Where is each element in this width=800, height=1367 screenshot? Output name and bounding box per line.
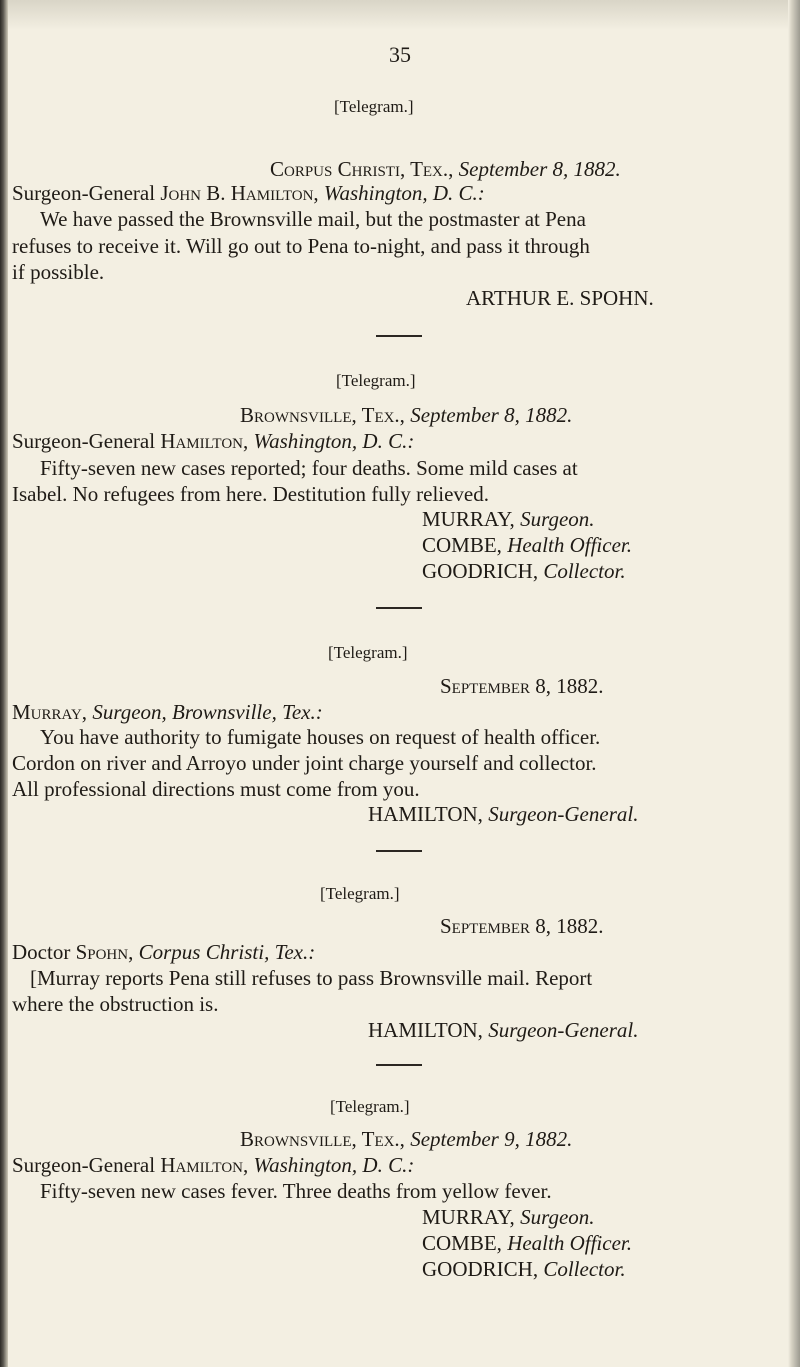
signature-title: Collector. (543, 1257, 626, 1281)
addressee-prefix: Doctor (12, 940, 71, 964)
telegram-signature (422, 1230, 632, 1256)
telegram-signature (422, 532, 632, 558)
addressee-name: John B. Hamilton, (160, 181, 319, 205)
addressee-location: Corpus Christi, Tex.: (138, 940, 316, 964)
signature-name: MURRAY, (422, 1205, 515, 1229)
signature-title: Surgeon. (520, 1205, 595, 1229)
telegram-body-line: refuses to receive it. Will go out to Pena to-night, and pass it through (12, 234, 590, 258)
section-divider (376, 607, 422, 609)
section-divider (376, 1064, 422, 1066)
addressee-prefix: Surgeon-General (12, 1153, 156, 1177)
telegram-body-line: Cordon on river and Arroyo under joint charge yourself and collector. (12, 751, 597, 775)
addressee-name: Spohn, (75, 940, 134, 964)
telegram-dateline (270, 156, 621, 182)
signature-title: Health Officer. (507, 533, 632, 557)
telegram-addressee (12, 1152, 414, 1178)
telegram-dateline (240, 402, 572, 428)
addressee-location: Washington, D. C.: (323, 181, 485, 205)
addressee-name: Hamilton, (160, 1153, 249, 1177)
addressee-prefix: Surgeon-General (12, 181, 156, 205)
telegram-label: [Telegram.] (336, 371, 416, 390)
signature-name: HAMILTON, (368, 802, 483, 826)
telegram-signature (466, 285, 654, 311)
dateline-place: Corpus Christi, Tex., (270, 157, 454, 181)
addressee-prefix: Surgeon-General (12, 429, 156, 453)
dateline-place: Brownsville, Tex., (240, 1127, 405, 1151)
telegram-body-line: You have authority to fumigate houses on request of health officer. (40, 725, 601, 749)
telegram-addressee (12, 939, 315, 965)
addressee-name: Hamilton, (160, 429, 249, 453)
page-number: 35 (389, 42, 411, 67)
signature-title: Surgeon. (520, 507, 595, 531)
signature-title: Surgeon-General. (488, 802, 639, 826)
telegram-signature (422, 1204, 595, 1230)
telegram-label: [Telegram.] (328, 643, 408, 662)
signature-name: ARTHUR E. SPOHN. (466, 286, 654, 310)
telegram-signature (422, 558, 626, 584)
addressee-location: Surgeon, Brownsville, Tex.: (92, 700, 323, 724)
signature-name: GOODRICH, (422, 559, 539, 583)
telegram-body-line: Isabel. No refugees from here. Destitution fully relieved. (12, 482, 490, 506)
telegram-signature (368, 1017, 638, 1043)
telegram-body-line: Fifty-seven new cases fever. Three deaths from yellow fever. (40, 1179, 552, 1203)
telegram-label: [Telegram.] (320, 884, 400, 903)
telegram-body-line: where the obstruction is. (12, 992, 219, 1016)
signature-name: MURRAY, (422, 507, 515, 531)
telegram-dateline (240, 1126, 572, 1152)
dateline-place: Brownsville, Tex., (240, 403, 405, 427)
dateline-date: September 8, 1882. (458, 157, 621, 181)
dateline-date: September 9, 1882. (410, 1127, 573, 1151)
telegram-dateline (440, 673, 604, 699)
telegram-body-line: All professional directions must come from you. (12, 777, 420, 801)
telegram-label: [Telegram.] (330, 1097, 410, 1116)
signature-name: HAMILTON, (368, 1018, 483, 1042)
telegram-body-line: Fifty-seven new cases reported; four deaths. Some mild cases at (40, 456, 578, 480)
telegram-signature (422, 1256, 626, 1282)
page-left-binding-shadow (0, 0, 8, 1367)
signature-name: COMBE, (422, 533, 502, 557)
addressee-location: Washington, D. C.: (253, 1153, 415, 1177)
telegram-body-line: if possible. (12, 260, 105, 284)
telegram-signature (422, 506, 595, 532)
section-divider (376, 335, 422, 337)
signature-title: Health Officer. (507, 1231, 632, 1255)
signature-name: COMBE, (422, 1231, 502, 1255)
section-divider (376, 850, 422, 852)
dateline-date: September 8, 1882. (410, 403, 573, 427)
telegram-body-line: [Murray reports Pena still refuses to pass Brownsville mail. Report (30, 966, 593, 990)
addressee-name: Murray, (12, 700, 88, 724)
page-top-shadow (0, 0, 800, 30)
telegram-label: [Telegram.] (334, 97, 414, 116)
telegram-addressee (12, 428, 414, 454)
telegram-addressee (12, 180, 485, 206)
dateline-date: September 8, 1882. (440, 914, 604, 938)
signature-title: Collector. (543, 559, 626, 583)
signature-title: Surgeon-General. (488, 1018, 639, 1042)
page-right-edge-shadow (788, 0, 800, 1367)
telegram-addressee (12, 699, 323, 725)
telegram-dateline (440, 913, 604, 939)
addressee-location: Washington, D. C.: (253, 429, 415, 453)
telegram-body-line: We have passed the Brownsville mail, but the postmaster at Pena (40, 207, 586, 231)
signature-name: GOODRICH, (422, 1257, 539, 1281)
telegram-signature (368, 801, 638, 827)
dateline-date: September 8, 1882. (440, 674, 604, 698)
